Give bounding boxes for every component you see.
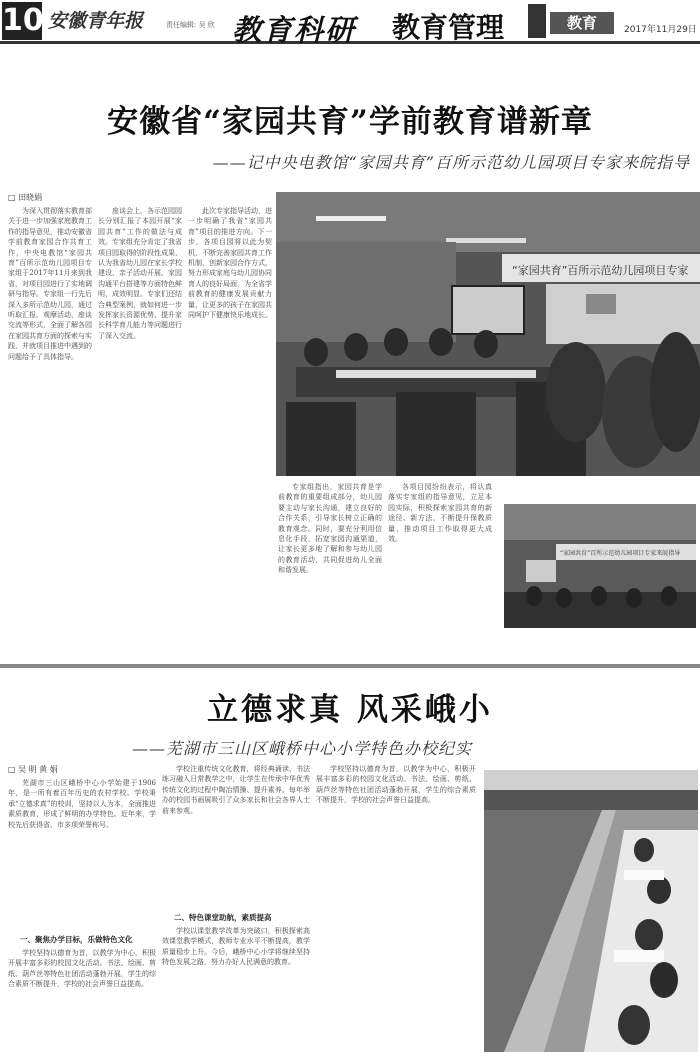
article1-column-3: 此次专家指导活动，进一步明确了我省“家园共育”项目的推进方向。下一步，各项目园将以此为契机，不断完善家园共育工作机制，创新家园合作方式，努力形成家庭与幼儿园协同育人的良好局面，为全省学前教育的健康发展贡献力量，让更多的孩子在家园共同呵护下健康快乐地成长。 xyxy=(188,207,272,320)
editor-line: 责任编辑: 吴 欣 xyxy=(166,21,215,29)
article2-column-2b: 学校以课堂教学改革为突破口，积极探索高效课堂教学模式，教师专业水平不断提高，教学质量稳步上升。今后，峨桥中心小学将继续坚持特色发展之路，努力办好人民满意的教育。 xyxy=(162,927,310,967)
side-block-decoration xyxy=(528,4,546,38)
article2-column-2: 学校注重传统文化教育，将经典诵读、书法练习融入日常教学之中，让学生在传承中华优秀传统文化的过程中陶冶情操、提升素养。每年举办的校园书画展吸引了众多家长和社会各界人士前来参观。 xyxy=(162,765,310,815)
meeting-photo-small xyxy=(504,504,696,628)
article1-column-1: 为深入贯彻落实教育部关于进一步加强家庭教育工作的指导意见，推动安徽省学前教育家园合作共育工作，中央电教馆“家园共育”百所示范幼儿园项目专家组于2017年11月来到我省，对项目园进行了实地调研与指导。专家组一行先后深入多所示范幼儿园，通过听取汇报、观摩活动、座谈交流等形式，全面了解各园在家园共育方面的探索与实践，并就项目推进中遇到的问题给予了具体指导。 xyxy=(8,207,92,361)
article2-column-3: 学校坚持以德育为首，以教学为中心，积极开展丰富多彩的校园文化活动。书法、绘画、剪纸、葫芦丝等特色社团活动蓬勃开展，学生的综合素质不断提升，学校的社会声誉日益提高。 xyxy=(316,765,476,805)
article1-byline: □ 田晓娟 xyxy=(8,193,43,202)
article2-title: 立德求真 风采峨小 xyxy=(207,692,493,728)
article1-column-2: 座谈会上，各示范园园长分别汇报了本园开展“家园共育”工作的做法与成效。专家组充分肯定了我省项目园取得的阶段性成果，认为我省幼儿园在家长学校建设、亲子活动开展、家园沟通平台搭建等方面特色鲜明，成效明显。专家们还结合典型案例，就如何进一步发挥家长资源优势、提升家长科学育儿能力等问题进行了深入交流。 xyxy=(98,207,182,340)
article2-subhead-2: 二、特色课堂助航，素质提高 xyxy=(174,913,272,922)
article2-byline: □ 吴 明 黄 娟 xyxy=(8,765,58,774)
masthead xyxy=(0,0,700,47)
article1-title: 安徽省“家园共育”学前教育谱新章 xyxy=(107,104,593,140)
paper-name: 安徽青年报 xyxy=(48,10,144,32)
article2-subhead-1: 一、聚焦办学目标，乐做特色文化 xyxy=(20,935,133,944)
column-title: 教育科研 xyxy=(232,13,357,47)
article2-column-1: 芜湖市三山区峨桥中心小学始建于1906年，是一所有着百年历史的农村学校。学校秉承“立德求真”的校训，坚持以人为本，全面推进素质教育，形成了鲜明的办学特色。近年来，学校先后获得省、市多项荣誉称号。 xyxy=(8,779,156,829)
meeting-banner-text-small: “家园共育”百所示范幼儿园项目专家来皖指导 xyxy=(560,550,681,557)
article1-column-4: 专家组指出，家园共育是学前教育的重要组成部分，幼儿园要主动与家长沟通，建立良好的合作关系，引导家长树立正确的教育观念。同时，要充分利用信息化手段，拓宽家园沟通渠道，让家长更多地了解和参与幼儿园的教育活动，共同促进幼儿全面和谐发展。 xyxy=(278,483,382,575)
article1-subtitle: ——记中央电教馆“家园共育”百所示范幼儿园项目专家来皖指导 xyxy=(212,153,690,172)
publication-date: 2017年11月29日 xyxy=(624,25,697,35)
page-number: 10 xyxy=(2,3,44,38)
section-title: 教育管理 xyxy=(392,11,505,44)
article2-subtitle: ——芜湖市三山区峨桥中心小学特色办校纪实 xyxy=(132,739,473,758)
meeting-photo xyxy=(276,192,700,476)
section-divider xyxy=(0,664,700,668)
article1-column-5: 各项目园纷纷表示，将认真落实专家组的指导意见，立足本园实际，积极探索家园共育的新途径、新方法，不断提升保教质量，推动项目工作取得更大成效。 xyxy=(388,483,492,544)
calligraphy-photo xyxy=(484,770,698,1052)
article2-column-1b: 学校坚持以德育为首，以教学为中心，积极开展丰富多彩的校园文化活动。书法、绘画、剪纸、葫芦丝等特色社团活动蓬勃开展，学生的综合素质不断提升，学校的社会声誉日益提高。 xyxy=(8,949,156,989)
category-box: 教育 xyxy=(550,12,614,34)
meeting-banner-text: “家园共育”百所示范幼儿园项目专家 xyxy=(512,264,689,277)
